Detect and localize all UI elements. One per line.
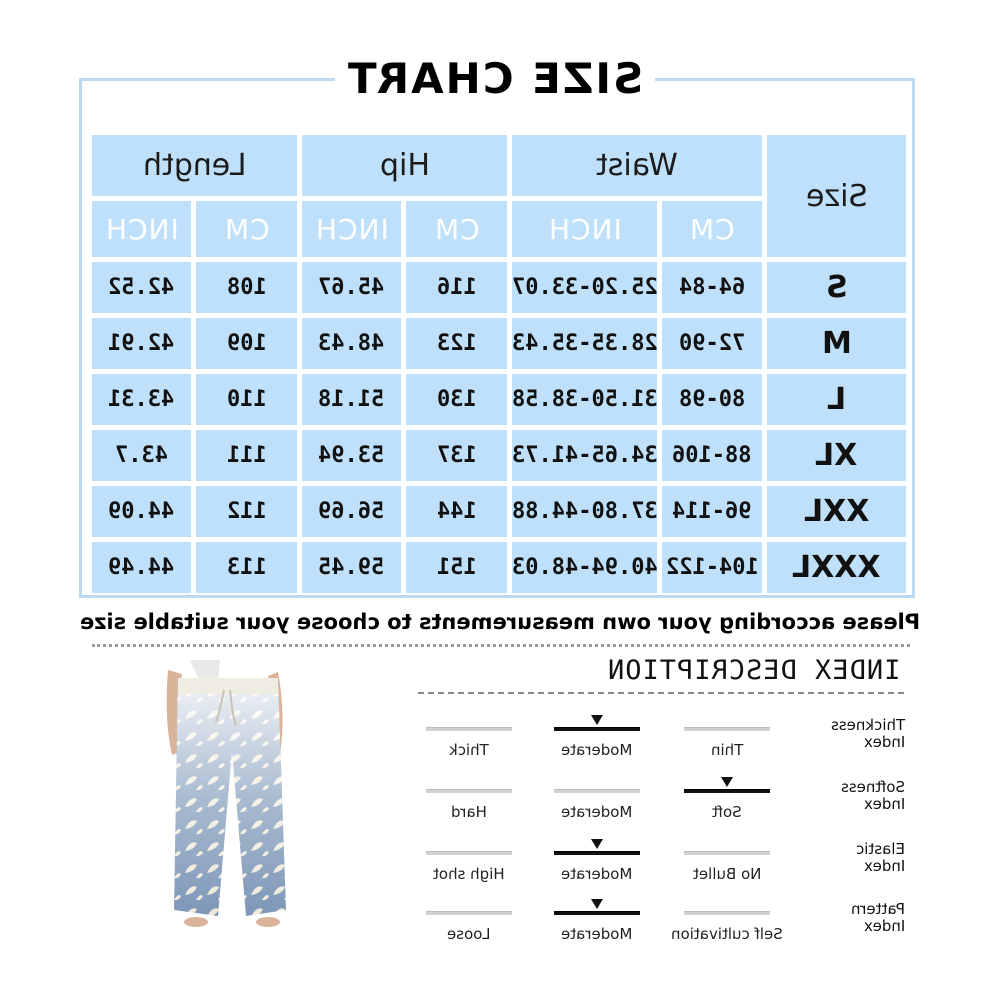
cell-hip-inch: [302, 262, 401, 313]
index-segment-selected: [554, 851, 640, 855]
cell-length-inch: [92, 374, 191, 425]
cell-size: [767, 430, 906, 481]
cell-waist-inch-value: 40.94-48.03: [512, 555, 657, 580]
cell-waist-inch-value: 31.50-38.58: [512, 387, 657, 412]
cell-waist-cm-value: 88-106: [672, 443, 752, 468]
index-label-text: Index: [863, 917, 905, 935]
cell-hip-inch: [302, 318, 401, 369]
index-option: [652, 923, 802, 945]
cell-hip-cm-value: 151: [436, 555, 477, 580]
index-option-text: Moderate: [561, 803, 633, 821]
cell-length-cm: [196, 430, 297, 481]
index-option: [652, 863, 802, 885]
index-label-text: Index: [863, 857, 905, 875]
index-label: [785, 717, 905, 751]
cell-length-cm: [196, 486, 297, 537]
unit-label: INCH: [104, 212, 179, 246]
index-option: [652, 739, 802, 761]
header-length-label: Length: [142, 148, 247, 183]
unit-label: CM: [433, 212, 480, 246]
cell-hip-cm: [406, 318, 507, 369]
header-hip: [302, 135, 507, 196]
cell-length-inch-value: 44.09: [108, 499, 175, 524]
cell-hip-inch: [302, 542, 401, 593]
cell-hip-cm-value: 144: [436, 499, 477, 524]
cell-length-inch-value: 44.49: [108, 555, 175, 580]
index-segment: [426, 727, 512, 731]
header-hip-cm: [406, 201, 507, 257]
selection-marker-icon: [721, 777, 733, 787]
header-length-inch: [92, 201, 191, 257]
cell-waist-cm-value: 72-90: [678, 331, 746, 356]
cell-size: [767, 542, 906, 593]
cell-length-cm: [196, 542, 297, 593]
cell-length-inch-value: 43.7: [115, 443, 168, 468]
selection-marker-icon: [591, 899, 603, 909]
cell-length-inch: [92, 542, 191, 593]
measurement-note-text: Please according your own measurements to choose your suitable size: [79, 610, 921, 634]
header-hip-label: Hip: [379, 148, 430, 183]
cell-length-cm: [196, 262, 297, 313]
index-label-text: Index: [863, 795, 905, 813]
dotted-divider: [92, 644, 910, 647]
index-option: [394, 739, 544, 761]
header-waist-inch: [512, 201, 657, 257]
cell-hip-inch-value: 53.94: [318, 443, 385, 468]
index-option: [394, 801, 544, 823]
cell-waist-cm-value: 80-98: [678, 387, 746, 412]
cell-waist-inch: [512, 486, 657, 537]
cell-waist-cm: [662, 430, 762, 481]
index-option: [522, 863, 672, 885]
cell-hip-inch-value: 56.69: [318, 499, 385, 524]
cell-length-cm-value: 110: [226, 387, 267, 412]
cell-waist-inch-value: 28.35-35.43: [512, 331, 657, 356]
index-label-text: Softness: [841, 778, 905, 796]
index-option-text: Moderate: [561, 741, 633, 759]
cell-hip-cm: [406, 430, 507, 481]
unit-label: CM: [223, 212, 270, 246]
index-description-title-text: INDEX DESCRIPTION: [606, 654, 900, 686]
index-label-text: Index: [863, 733, 905, 751]
unit-label: INCH: [547, 212, 622, 246]
index-option-text: Moderate: [561, 865, 633, 883]
cell-length-inch-value: 42.52: [108, 275, 175, 300]
cell-size: [767, 486, 906, 537]
cell-length-inch: [92, 430, 191, 481]
cell-waist-inch: [512, 542, 657, 593]
index-segment: [684, 911, 770, 915]
index-option-text: Self cultivation: [671, 925, 783, 943]
selection-marker-icon: [591, 715, 603, 725]
index-segment: [684, 727, 770, 731]
index-segment: [426, 851, 512, 855]
measurement-note: [50, 604, 950, 640]
cell-hip-cm: [406, 486, 507, 537]
index-label-text: Pattern: [851, 900, 905, 918]
unit-label: CM: [689, 212, 735, 246]
index-option-text: Moderate: [561, 925, 633, 943]
cell-size: [767, 262, 906, 313]
cell-length-cm-value: 111: [226, 443, 267, 468]
cell-length-inch-value: 42.91: [108, 331, 175, 356]
header-size: [767, 135, 906, 257]
index-label-text: Thickness: [830, 716, 905, 734]
cell-waist-cm: [662, 542, 762, 593]
cell-waist-cm: [662, 486, 762, 537]
cell-size: [767, 374, 906, 425]
cell-size-value: M: [821, 326, 852, 361]
index-option: [394, 923, 544, 945]
cell-length-inch: [92, 486, 191, 537]
cell-hip-inch: [302, 374, 401, 425]
cell-length-cm: [196, 318, 297, 369]
index-segment: [684, 851, 770, 855]
cell-waist-inch-value: 34.65-41.73: [512, 443, 657, 468]
index-description-title: [600, 652, 900, 688]
cell-waist-inch-value: 37.80-44.88: [512, 499, 657, 524]
cell-hip-cm: [406, 542, 507, 593]
cell-waist-inch: [512, 262, 657, 313]
cell-hip-inch: [302, 430, 401, 481]
index-option-text: Loose: [447, 925, 491, 943]
cell-length-cm: [196, 374, 297, 425]
unit-label: INCH: [314, 212, 389, 246]
index-option-text: Thick: [449, 741, 489, 759]
selection-marker-icon: [591, 839, 603, 849]
header-hip-inch: [302, 201, 401, 257]
index-label: [785, 779, 905, 813]
dashed-divider: [418, 692, 904, 694]
cell-length-inch-value: 43.31: [108, 387, 175, 412]
index-segment: [554, 789, 640, 793]
cell-length-cm-value: 108: [226, 275, 267, 300]
cell-hip-cm: [406, 374, 507, 425]
cell-waist-cm-value: 64-84: [678, 275, 746, 300]
header-length-cm: [196, 201, 297, 257]
index-segment: [426, 911, 512, 915]
header-length: [92, 135, 297, 196]
cell-length-cm-value: 113: [226, 555, 267, 580]
index-segment-selected: [554, 727, 640, 731]
index-option-text: No Bullet: [692, 865, 762, 883]
cell-waist-inch: [512, 430, 657, 481]
cell-hip-inch-value: 59.45: [318, 555, 385, 580]
cell-hip-cm-value: 137: [436, 443, 477, 468]
size-chart-title: SIZE CHART: [346, 53, 644, 103]
cell-waist-cm-value: 104-122: [665, 555, 759, 580]
cell-length-inch: [92, 318, 191, 369]
cell-hip-inch-value: 51.18: [318, 387, 385, 412]
index-option-text: Hard: [451, 803, 487, 821]
index-option-text: Thin: [710, 741, 744, 759]
cell-size: [767, 318, 906, 369]
cell-waist-cm-value: 96-114: [672, 499, 752, 524]
cell-length-cm-value: 112: [226, 499, 267, 524]
cell-hip-cm-value: 116: [436, 275, 477, 300]
cell-hip-cm: [406, 262, 507, 313]
cell-length-inch: [92, 262, 191, 313]
wide-leg-pants-icon: [160, 660, 320, 950]
index-option: [522, 923, 672, 945]
index-segment-selected: [684, 789, 770, 793]
cell-waist-inch-value: 25.20-33.07: [512, 275, 657, 300]
cell-size-value: L: [826, 382, 847, 417]
cell-hip-inch: [302, 486, 401, 537]
cell-length-cm-value: 109: [226, 331, 267, 356]
size-chart-title-wrap: [335, 52, 655, 104]
index-option: [522, 801, 672, 823]
cell-waist-inch: [512, 374, 657, 425]
cell-hip-inch-value: 48.43: [318, 331, 385, 356]
index-option: [394, 863, 544, 885]
cell-hip-cm-value: 123: [436, 331, 477, 356]
header-size-label: Size: [805, 178, 868, 214]
index-option: [652, 801, 802, 823]
cell-waist-cm: [662, 318, 762, 369]
index-label: [785, 841, 905, 875]
index-segment-selected: [554, 911, 640, 915]
cell-size-value: XXL: [803, 494, 870, 529]
index-label-text: Elastic: [856, 840, 905, 858]
header-waist-cm: [662, 201, 762, 257]
cell-size-value: S: [825, 270, 848, 305]
header-waist: [512, 135, 762, 196]
index-label: [785, 901, 905, 935]
cell-waist-cm: [662, 374, 762, 425]
index-option-text: Soft: [712, 803, 742, 821]
cell-waist-inch: [512, 318, 657, 369]
cell-size-value: XL: [815, 438, 858, 473]
header-waist-label: Waist: [596, 148, 678, 183]
index-option: [522, 739, 672, 761]
cell-hip-inch-value: 45.67: [318, 275, 385, 300]
cell-hip-cm-value: 130: [436, 387, 477, 412]
index-option-text: High shot: [433, 865, 505, 883]
cell-waist-cm: [662, 262, 762, 313]
cell-size-value: XXXL: [792, 550, 881, 585]
index-segment: [426, 789, 512, 793]
